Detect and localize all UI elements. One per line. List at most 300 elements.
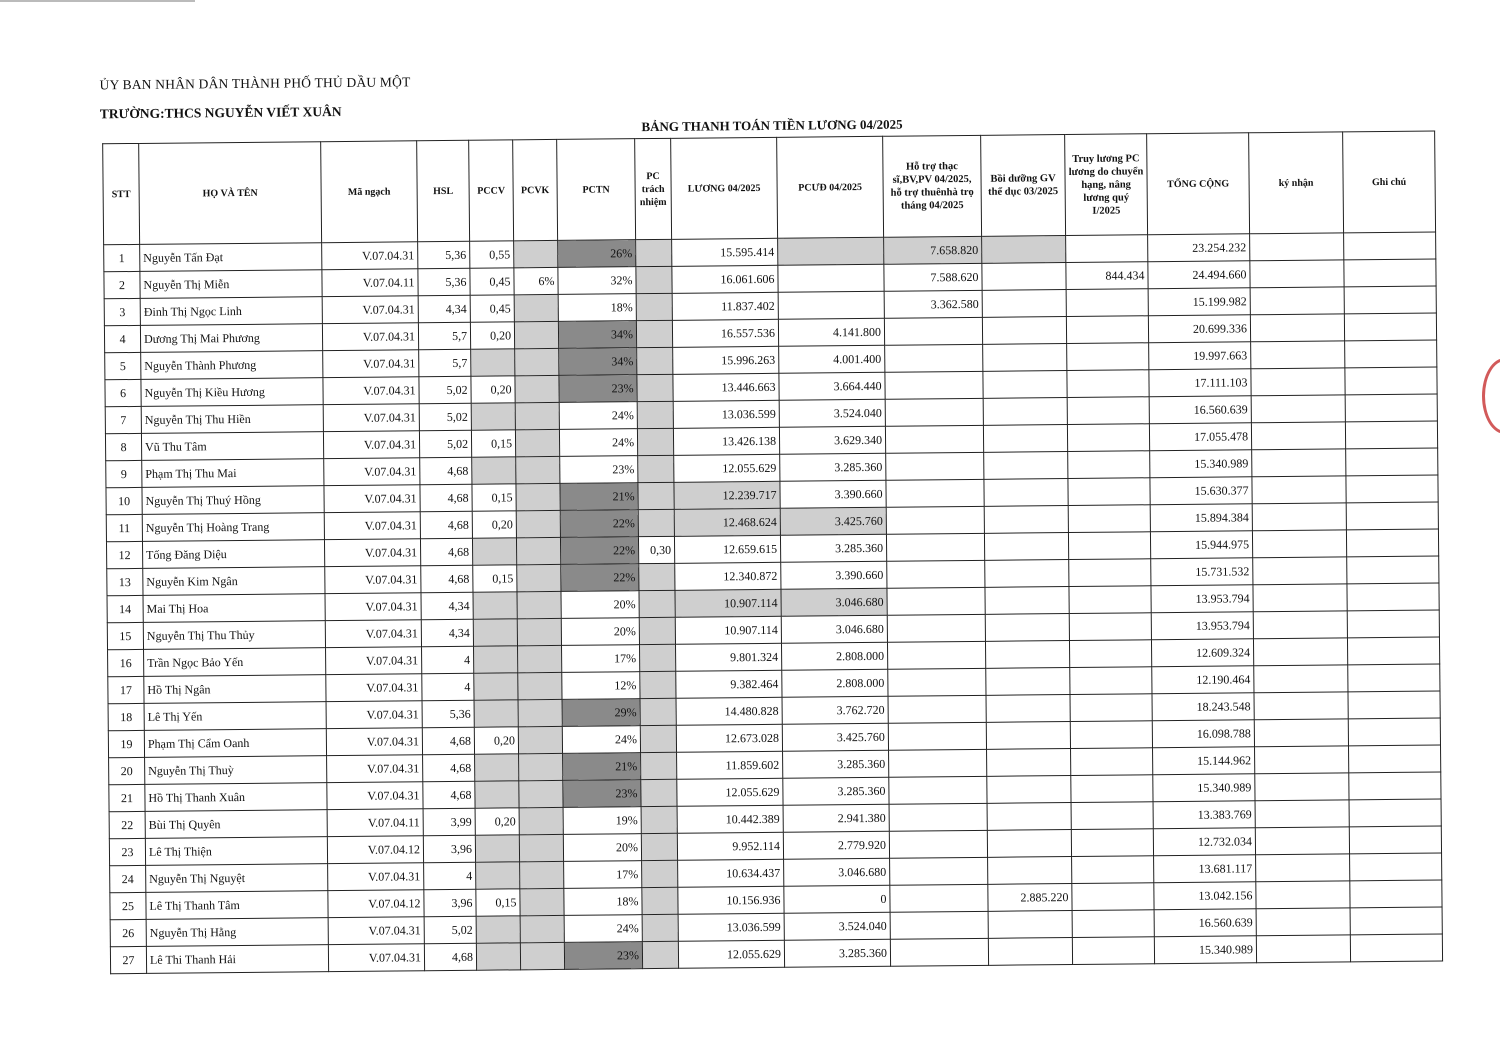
cell-truy-luong bbox=[1066, 289, 1148, 317]
cell-ky-nhan bbox=[1253, 638, 1347, 666]
cell-ho-tro bbox=[887, 587, 985, 615]
cell-ma-ngach: V.07.04.31 bbox=[328, 917, 424, 945]
cell-pc-trach-nhiem bbox=[639, 644, 675, 671]
cell-luong: 9.382.464 bbox=[676, 670, 782, 698]
cell-pctn: 20% bbox=[561, 591, 639, 619]
cell-pcvk bbox=[516, 456, 560, 483]
cell-boi-duong bbox=[985, 560, 1069, 588]
cell-stt: 4 bbox=[104, 325, 140, 352]
cell-ghi-chu bbox=[1347, 556, 1439, 584]
cell-ho-tro bbox=[885, 398, 983, 426]
cell-luong: 10.442.389 bbox=[677, 805, 783, 833]
cell-tong-cong: 13.383.769 bbox=[1153, 801, 1255, 829]
cell-pccv bbox=[472, 457, 516, 484]
cell-stt: 5 bbox=[105, 352, 141, 379]
cell-pcud: 3.285.360 bbox=[780, 534, 886, 562]
col-header-ma-ngach: Mã ngạch bbox=[321, 141, 418, 243]
cell-luong: 10.907.114 bbox=[675, 616, 781, 644]
cell-pctn: 12% bbox=[562, 672, 640, 700]
cell-pcvk bbox=[518, 672, 562, 699]
cell-pctn: 24% bbox=[564, 915, 642, 943]
cell-hsl: 4 bbox=[422, 646, 474, 673]
cell-ho-tro bbox=[890, 911, 988, 939]
cell-ky-nhan bbox=[1256, 854, 1350, 882]
cell-stt: 9 bbox=[106, 460, 142, 487]
cell-ma-ngach: V.07.04.31 bbox=[324, 458, 420, 486]
cell-pc-trach-nhiem bbox=[641, 833, 677, 860]
cell-boi-duong bbox=[984, 506, 1068, 534]
cell-pcvk: 6% bbox=[514, 267, 558, 294]
col-header-tong-cong: TỔNG CỘNG bbox=[1147, 133, 1250, 235]
cell-stt: 21 bbox=[109, 784, 145, 811]
cell-pc-trach-nhiem bbox=[640, 671, 676, 698]
cell-boi-duong bbox=[987, 749, 1071, 777]
cell-pctn: 20% bbox=[561, 618, 639, 646]
school-name: TRƯỜNG:THCS NGUYỄN VIẾT XUÂN bbox=[99, 103, 342, 122]
cell-pc-trach-nhiem bbox=[637, 428, 673, 455]
cell-boi-duong bbox=[982, 290, 1066, 318]
cell-ghi-chu bbox=[1345, 421, 1437, 449]
cell-luong: 15.996.263 bbox=[673, 346, 779, 374]
cell-pccv bbox=[473, 619, 517, 646]
cell-pccv: 0,45 bbox=[470, 295, 514, 322]
cell-pcud: 3.762.720 bbox=[782, 696, 888, 724]
cell-stt: 1 bbox=[104, 244, 140, 271]
cell-ky-nhan bbox=[1250, 233, 1344, 261]
cell-pccv: 0,45 bbox=[470, 268, 514, 295]
cell-pctn: 17% bbox=[564, 861, 642, 889]
cell-boi-duong bbox=[986, 722, 1070, 750]
cell-ma-ngach: V.07.04.12 bbox=[328, 890, 424, 918]
cell-pccv bbox=[474, 700, 518, 727]
cell-luong: 10.907.114 bbox=[675, 589, 781, 617]
cell-truy-luong bbox=[1069, 613, 1151, 641]
cell-ghi-chu bbox=[1350, 853, 1442, 881]
cell-boi-duong bbox=[988, 857, 1072, 885]
cell-pccv: 0,15 bbox=[473, 565, 517, 592]
cell-name: Tống Đăng Diệu bbox=[142, 540, 324, 569]
cell-luong: 14.480.828 bbox=[676, 697, 782, 725]
cell-pccv bbox=[474, 673, 518, 700]
cell-pccv: 0,20 bbox=[475, 808, 519, 835]
cell-name: Nguyễn Thị Nguyệt bbox=[146, 864, 328, 893]
cell-ky-nhan bbox=[1254, 692, 1348, 720]
cell-ky-nhan bbox=[1253, 557, 1347, 585]
cell-stt: 16 bbox=[108, 649, 144, 676]
cell-pccv: 0,15 bbox=[476, 889, 520, 916]
cell-ghi-chu bbox=[1344, 232, 1436, 260]
cell-pcvk bbox=[519, 753, 563, 780]
cell-pcvk bbox=[517, 618, 561, 645]
cell-tong-cong: 12.732.034 bbox=[1153, 828, 1255, 856]
cell-ghi-chu bbox=[1345, 394, 1437, 422]
cell-pccv bbox=[475, 781, 519, 808]
cell-hsl: 3,96 bbox=[424, 889, 476, 916]
cell-hsl: 4,68 bbox=[420, 538, 472, 565]
cell-stt: 13 bbox=[107, 568, 143, 595]
cell-name: Nguyễn Thị Thuỳ bbox=[145, 756, 327, 785]
cell-hsl: 5,36 bbox=[422, 700, 474, 727]
cell-hsl: 4,34 bbox=[418, 295, 470, 322]
cell-pctn: 24% bbox=[559, 402, 637, 430]
cell-hsl: 5,02 bbox=[419, 376, 471, 403]
cell-stt: 11 bbox=[106, 514, 142, 541]
cell-name: Nguyễn Thị Hoàng Trang bbox=[142, 513, 324, 542]
cell-ghi-chu bbox=[1349, 826, 1441, 854]
cell-name: Nguyễn Thị Thu Thủy bbox=[143, 621, 325, 650]
cell-stt: 3 bbox=[104, 298, 140, 325]
cell-hsl: 5,7 bbox=[419, 349, 471, 376]
cell-pcud: 2.808.000 bbox=[781, 642, 887, 670]
cell-name: Nguyễn Thành Phương bbox=[141, 351, 323, 380]
cell-luong: 12.659.615 bbox=[674, 535, 780, 563]
cell-boi-duong: 2.885.220 bbox=[988, 884, 1072, 912]
cell-ghi-chu bbox=[1346, 448, 1438, 476]
cell-tong-cong: 16.098.788 bbox=[1152, 720, 1254, 748]
cell-pc-trach-nhiem bbox=[639, 617, 675, 644]
cell-boi-duong bbox=[983, 425, 1067, 453]
cell-tong-cong: 20.699.336 bbox=[1148, 315, 1250, 343]
cell-ghi-chu bbox=[1347, 610, 1439, 638]
table-header-row bbox=[103, 131, 1436, 245]
cell-pctn: 22% bbox=[560, 510, 638, 538]
cell-ma-ngach: V.07.04.31 bbox=[322, 296, 418, 324]
cell-ho-tro bbox=[887, 641, 985, 669]
cell-ho-tro bbox=[886, 452, 984, 480]
cell-pcvk bbox=[516, 510, 560, 537]
cell-boi-duong bbox=[984, 479, 1068, 507]
cell-ma-ngach: V.07.04.31 bbox=[326, 701, 422, 729]
cell-pc-trach-nhiem bbox=[642, 941, 678, 968]
cell-boi-duong bbox=[985, 587, 1069, 615]
cell-pc-trach-nhiem bbox=[642, 860, 678, 887]
cell-hsl: 4,68 bbox=[423, 754, 475, 781]
cell-stt: 8 bbox=[105, 433, 141, 460]
cell-ho-tro bbox=[887, 560, 985, 588]
cell-ho-tro bbox=[886, 506, 984, 534]
cell-hsl: 5,02 bbox=[424, 916, 476, 943]
cell-hsl: 4,34 bbox=[421, 592, 473, 619]
cell-pcvk bbox=[515, 402, 559, 429]
col-header-ky-nhan: ký nhận bbox=[1249, 132, 1344, 234]
cell-pctn: 23% bbox=[563, 780, 641, 808]
cell-pcvk bbox=[515, 348, 559, 375]
cell-ho-tro bbox=[886, 533, 984, 561]
cell-pctn: 19% bbox=[563, 807, 641, 835]
cell-pc-trach-nhiem bbox=[637, 347, 673, 374]
cell-ghi-chu bbox=[1346, 502, 1438, 530]
cell-hsl: 3,99 bbox=[423, 808, 475, 835]
cell-hsl: 5,7 bbox=[418, 322, 470, 349]
cell-truy-luong: 844.434 bbox=[1066, 262, 1148, 290]
cell-ky-nhan bbox=[1251, 422, 1345, 450]
cell-pcud: 2.808.000 bbox=[782, 669, 888, 697]
cell-tong-cong: 24.494.660 bbox=[1148, 261, 1250, 289]
cell-luong: 12.468.624 bbox=[674, 508, 780, 536]
cell-pctn: 22% bbox=[561, 564, 639, 592]
cell-stt: 25 bbox=[110, 892, 146, 919]
col-header-truy-luong: Truy lương PC lương do chuyển hạng, nâng lương quý I/2025 bbox=[1065, 134, 1148, 236]
cell-pctn: 18% bbox=[558, 294, 636, 322]
cell-pcvk bbox=[517, 591, 561, 618]
col-header-ho-tro: Hỗ trợ thạc sĩ,BV,PV 04/2025, hỗ trợ thuênhà trọ tháng 04/2025 bbox=[883, 135, 982, 237]
cell-name: Phạm Thị Cẩm Oanh bbox=[144, 729, 326, 758]
cell-truy-luong bbox=[1067, 343, 1149, 371]
cell-pcvk bbox=[520, 942, 564, 969]
cell-truy-luong bbox=[1072, 910, 1154, 938]
cell-tong-cong: 17.055.478 bbox=[1149, 423, 1251, 451]
cell-pctn: 18% bbox=[564, 888, 642, 916]
cell-stt: 26 bbox=[110, 919, 146, 946]
cell-ky-nhan bbox=[1255, 800, 1349, 828]
cell-ghi-chu bbox=[1350, 880, 1442, 908]
cell-ma-ngach: V.07.04.31 bbox=[327, 782, 423, 810]
cell-truy-luong bbox=[1067, 397, 1149, 425]
cell-ma-ngach: V.07.04.31 bbox=[325, 593, 421, 621]
cell-hsl: 4 bbox=[422, 673, 474, 700]
cell-truy-luong bbox=[1067, 370, 1149, 398]
cell-pcud: 3.524.040 bbox=[779, 399, 885, 427]
cell-pcud: 4.141.800 bbox=[778, 318, 884, 346]
cell-boi-duong bbox=[983, 371, 1067, 399]
cell-ghi-chu bbox=[1349, 745, 1441, 773]
cell-ho-tro bbox=[886, 479, 984, 507]
cell-ma-ngach: V.07.04.11 bbox=[322, 269, 418, 297]
cell-name: Nguyễn Thị Miễn bbox=[140, 270, 322, 299]
cell-luong: 13.446.663 bbox=[673, 373, 779, 401]
cell-truy-luong bbox=[1067, 424, 1149, 452]
cell-pctn: 21% bbox=[560, 483, 638, 511]
cell-tong-cong: 12.190.464 bbox=[1152, 666, 1254, 694]
cell-pcud: 3.046.680 bbox=[781, 615, 887, 643]
cell-tong-cong: 18.243.548 bbox=[1152, 693, 1254, 721]
cell-pccv bbox=[471, 403, 515, 430]
cell-ghi-chu bbox=[1346, 529, 1438, 557]
cell-pc-trach-nhiem bbox=[642, 887, 678, 914]
cell-luong: 12.055.629 bbox=[678, 940, 784, 968]
scan-edge-line bbox=[0, 0, 195, 2]
col-header-pctn: PCTN bbox=[557, 139, 636, 241]
cell-ghi-chu bbox=[1347, 637, 1439, 665]
cell-ky-nhan bbox=[1254, 719, 1348, 747]
cell-truy-luong bbox=[1072, 937, 1154, 965]
cell-pcud: 3.285.360 bbox=[783, 750, 889, 778]
cell-tong-cong: 15.340.989 bbox=[1154, 936, 1256, 964]
cell-pccv bbox=[476, 943, 520, 970]
cell-ky-nhan bbox=[1251, 368, 1345, 396]
cell-pc-trach-nhiem bbox=[636, 239, 672, 266]
cell-hsl: 5,02 bbox=[419, 430, 471, 457]
cell-pcvk bbox=[519, 807, 563, 834]
cell-luong: 12.055.629 bbox=[677, 778, 783, 806]
cell-boi-duong bbox=[987, 830, 1071, 858]
cell-ho-tro bbox=[885, 425, 983, 453]
cell-pctn: 23% bbox=[560, 456, 638, 484]
cell-ma-ngach: V.07.04.11 bbox=[327, 809, 423, 837]
cell-pccv: 0,55 bbox=[470, 241, 514, 268]
cell-ky-nhan bbox=[1252, 449, 1346, 477]
cell-ghi-chu bbox=[1347, 583, 1439, 611]
cell-stt: 2 bbox=[104, 271, 140, 298]
cell-stt: 14 bbox=[107, 595, 143, 622]
cell-pcud: 3.046.680 bbox=[781, 588, 887, 616]
cell-name: Nguyễn Thị Thuý Hồng bbox=[142, 486, 324, 515]
cell-truy-luong bbox=[1068, 451, 1150, 479]
cell-ky-nhan bbox=[1250, 260, 1344, 288]
cell-tong-cong: 19.997.663 bbox=[1149, 342, 1251, 370]
cell-ghi-chu bbox=[1344, 259, 1436, 287]
cell-name: Dương Thị Mai Phương bbox=[140, 324, 322, 353]
cell-ho-tro bbox=[890, 938, 988, 966]
col-header-pcvk: PCVK bbox=[513, 139, 558, 240]
cell-pc-trach-nhiem bbox=[636, 266, 672, 293]
cell-name: Vũ Thu Tâm bbox=[141, 432, 323, 461]
cell-boi-duong bbox=[985, 614, 1069, 642]
cell-ho-tro bbox=[887, 614, 985, 642]
cell-pccv: 0,20 bbox=[472, 511, 516, 538]
cell-pc-trach-nhiem bbox=[639, 563, 675, 590]
cell-ky-nhan bbox=[1252, 476, 1346, 504]
cell-boi-duong bbox=[983, 344, 1067, 372]
cell-truy-luong bbox=[1071, 748, 1153, 776]
cell-name: Nguyễn Tấn Đạt bbox=[140, 243, 322, 272]
cell-ho-tro bbox=[885, 371, 983, 399]
cell-luong: 12.239.717 bbox=[674, 481, 780, 509]
cell-stt: 19 bbox=[108, 730, 144, 757]
cell-ghi-chu bbox=[1349, 772, 1441, 800]
cell-ho-tro bbox=[889, 830, 987, 858]
cell-tong-cong: 15.199.982 bbox=[1148, 288, 1250, 316]
col-header-hsl: HSL bbox=[417, 140, 470, 241]
cell-hsl: 4,68 bbox=[420, 511, 472, 538]
cell-pc-trach-nhiem bbox=[640, 725, 676, 752]
cell-hsl: 4,68 bbox=[420, 457, 472, 484]
cell-boi-duong bbox=[988, 911, 1072, 939]
cell-boi-duong bbox=[982, 236, 1066, 264]
cell-pctn: 21% bbox=[563, 753, 641, 781]
cell-hsl: 4,34 bbox=[421, 619, 473, 646]
cell-truy-luong bbox=[1066, 316, 1148, 344]
cell-ky-nhan bbox=[1252, 530, 1346, 558]
cell-pcvk bbox=[518, 699, 562, 726]
cell-pc-trach-nhiem bbox=[638, 482, 674, 509]
cell-ho-tro bbox=[890, 857, 988, 885]
cell-hsl: 4,68 bbox=[424, 943, 476, 970]
cell-boi-duong bbox=[987, 776, 1071, 804]
cell-pctn: 32% bbox=[558, 267, 636, 295]
cell-ma-ngach: V.07.04.31 bbox=[324, 512, 420, 540]
cell-ghi-chu bbox=[1345, 340, 1437, 368]
cell-pcvk bbox=[520, 861, 564, 888]
cell-pcvk bbox=[515, 429, 559, 456]
cell-pctn: 24% bbox=[559, 429, 637, 457]
cell-luong: 13.036.599 bbox=[673, 400, 779, 428]
cell-pccv bbox=[476, 862, 520, 889]
cell-hsl: 4 bbox=[424, 862, 476, 889]
cell-pctn: 17% bbox=[562, 645, 640, 673]
cell-ghi-chu bbox=[1348, 691, 1440, 719]
cell-pcud: 3.046.680 bbox=[784, 858, 890, 886]
cell-ky-nhan bbox=[1251, 395, 1345, 423]
cell-ghi-chu bbox=[1344, 286, 1436, 314]
cell-luong: 11.859.602 bbox=[677, 751, 783, 779]
cell-pccv bbox=[472, 538, 516, 565]
cell-boi-duong bbox=[987, 803, 1071, 831]
cell-stt: 22 bbox=[109, 811, 145, 838]
cell-ky-nhan bbox=[1254, 665, 1348, 693]
cell-pc-trach-nhiem bbox=[636, 293, 672, 320]
cell-ghi-chu bbox=[1349, 799, 1441, 827]
cell-truy-luong bbox=[1068, 505, 1150, 533]
cell-pccv: 0,15 bbox=[472, 484, 516, 511]
cell-luong: 16.557.536 bbox=[672, 319, 778, 347]
cell-ma-ngach: V.07.04.12 bbox=[327, 836, 423, 864]
cell-ma-ngach: V.07.04.31 bbox=[324, 539, 420, 567]
cell-ho-tro bbox=[884, 317, 982, 345]
cell-tong-cong: 15.630.377 bbox=[1150, 477, 1252, 505]
cell-ky-nhan bbox=[1252, 503, 1346, 531]
cell-ma-ngach: V.07.04.31 bbox=[326, 647, 422, 675]
cell-pcud: 3.629.340 bbox=[779, 426, 885, 454]
cell-truy-luong bbox=[1069, 586, 1151, 614]
cell-luong: 11.837.402 bbox=[672, 292, 778, 320]
cell-pcvk bbox=[516, 483, 560, 510]
cell-stt: 10 bbox=[106, 487, 142, 514]
cell-ma-ngach: V.07.04.31 bbox=[323, 404, 419, 432]
cell-ky-nhan bbox=[1251, 341, 1345, 369]
col-header-luong: LƯƠNG 04/2025 bbox=[671, 137, 778, 239]
cell-pc-trach-nhiem bbox=[641, 779, 677, 806]
cell-hsl: 5,36 bbox=[418, 241, 470, 268]
cell-pcud: 3.285.360 bbox=[780, 453, 886, 481]
cell-pcud: 2.941.380 bbox=[783, 804, 889, 832]
cell-pctn: 34% bbox=[558, 321, 636, 349]
cell-pcvk bbox=[517, 564, 561, 591]
cell-pcud: 3.664.440 bbox=[779, 372, 885, 400]
cell-hsl: 3,96 bbox=[423, 835, 475, 862]
cell-ghi-chu bbox=[1350, 934, 1442, 962]
cell-name: Lê Thi Thanh Hải bbox=[146, 945, 328, 974]
cell-truy-luong bbox=[1070, 721, 1152, 749]
cell-name: Nguyễn Thị Hằng bbox=[146, 918, 328, 947]
cell-pcvk bbox=[518, 726, 562, 753]
cell-ghi-chu bbox=[1346, 475, 1438, 503]
col-header-ghi-chu: Ghi chú bbox=[1343, 131, 1436, 233]
cell-stt: 12 bbox=[106, 541, 142, 568]
cell-ho-tro bbox=[889, 803, 987, 831]
cell-pcud: 3.285.360 bbox=[784, 939, 890, 967]
cell-name: Mai Thị Hoa bbox=[143, 594, 325, 623]
cell-tong-cong: 16.560.639 bbox=[1154, 909, 1256, 937]
cell-pcud: 3.425.760 bbox=[782, 723, 888, 751]
cell-truy-luong bbox=[1068, 532, 1150, 560]
cell-pc-trach-nhiem bbox=[637, 401, 673, 428]
cell-ky-nhan bbox=[1256, 881, 1350, 909]
cell-pc-trach-nhiem bbox=[638, 455, 674, 482]
cell-truy-luong bbox=[1072, 883, 1154, 911]
cell-ho-tro bbox=[888, 695, 986, 723]
cell-boi-duong bbox=[984, 533, 1068, 561]
cell-truy-luong bbox=[1071, 802, 1153, 830]
cell-pctn: 24% bbox=[562, 726, 640, 754]
cell-pcud: 3.425.760 bbox=[780, 507, 886, 535]
cell-ky-nhan bbox=[1255, 746, 1349, 774]
col-header-boi-duong: Bồi dưỡng GV thể dục 03/2025 bbox=[981, 135, 1066, 237]
cell-truy-luong bbox=[1069, 640, 1151, 668]
cell-pccv bbox=[475, 754, 519, 781]
cell-ma-ngach: V.07.04.31 bbox=[323, 377, 419, 405]
cell-truy-luong bbox=[1066, 235, 1148, 263]
